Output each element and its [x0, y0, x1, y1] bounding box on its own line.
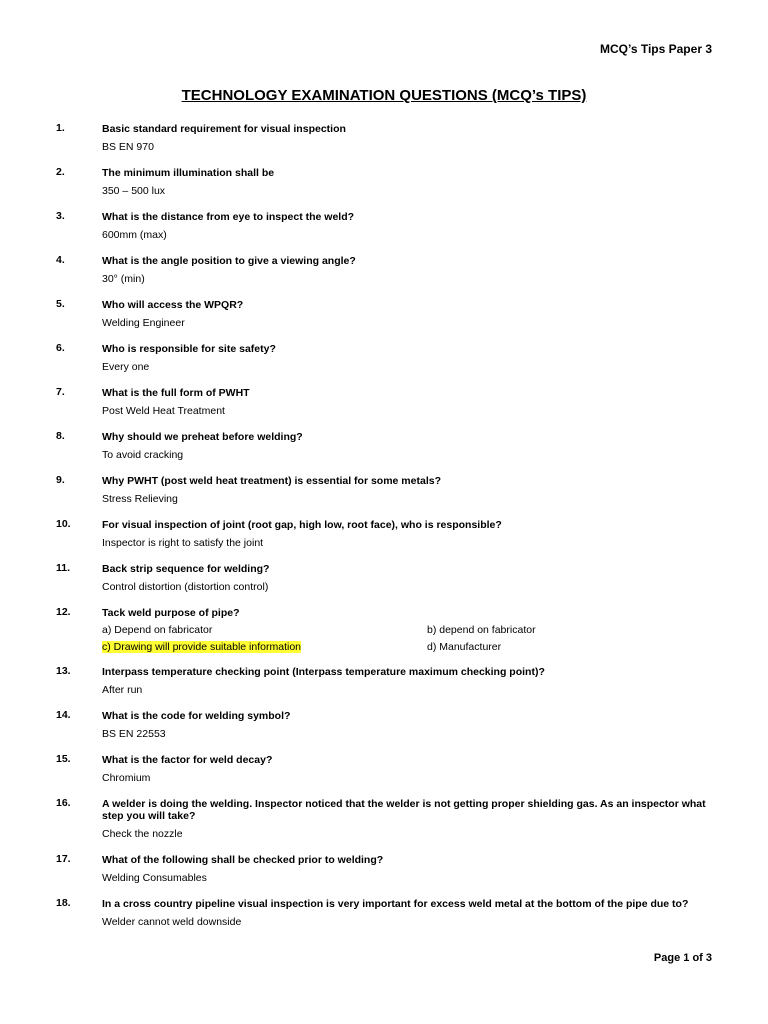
question-text: The minimum illumination shall be [102, 167, 275, 179]
question-number: 16. [56, 797, 71, 809]
question-18 [56, 897, 716, 941]
question-answer: Welding Engineer [102, 317, 185, 329]
question-number: 10. [56, 518, 71, 530]
question-answer: Control distortion (distortion control) [102, 581, 269, 593]
option-a: a) Depend on fabricator [102, 624, 213, 636]
question-16 [56, 797, 716, 853]
question-9 [56, 474, 716, 518]
page-number: Page 1 of 3 [653, 952, 712, 964]
question-text: What is the angle position to give a viewing angle? [102, 255, 356, 267]
question-answer: Check the nozzle [102, 828, 183, 840]
question-list [56, 122, 716, 941]
question-number: 14. [56, 709, 71, 721]
question-number: 7. [56, 386, 65, 398]
question-text: Who will access the WPQR? [102, 299, 244, 311]
question-number: 17. [56, 853, 71, 865]
question-text: For visual inspection of joint (root gap, high low, root face), who is responsible? [102, 519, 502, 531]
question-10 [56, 518, 716, 562]
question-text: What of the following shall be checked prior to welding? [102, 854, 384, 866]
question-text: In a cross country pipeline visual inspection is very important for excess weld metal at the bottom of the pipe due to? [102, 898, 689, 910]
question-14 [56, 709, 716, 753]
question-text: Back strip sequence for welding? [102, 563, 270, 575]
option-d: d) Manufacturer [427, 641, 502, 653]
question-answer: BS EN 970 [102, 141, 154, 153]
question-number: 9. [56, 474, 65, 486]
question-answer: BS EN 22553 [102, 728, 166, 740]
question-number: 8. [56, 430, 65, 442]
answer-options [102, 624, 716, 654]
question-number: 4. [56, 254, 65, 266]
question-number: 12. [56, 606, 71, 618]
question-1 [56, 122, 716, 166]
option-c-highlighted: c) Drawing will provide suitable information [102, 641, 301, 653]
question-text: Tack weld purpose of pipe? [102, 607, 240, 619]
document-title: TECHNOLOGY EXAMINATION QUESTIONS (MCQ’s TIPS) [181, 87, 587, 104]
question-3 [56, 210, 716, 254]
question-text: Basic standard requirement for visual inspection [102, 123, 346, 135]
question-6 [56, 342, 716, 386]
question-number: 11. [56, 562, 71, 574]
question-answer: Chromium [102, 772, 151, 784]
question-8 [56, 430, 716, 474]
question-answer: 600mm (max) [102, 229, 167, 241]
question-text: What is the factor for weld decay? [102, 754, 273, 766]
question-text: What is the distance from eye to inspect the weld? [102, 211, 355, 223]
question-answer: Every one [102, 361, 150, 373]
option-b: b) depend on fabricator [427, 624, 536, 636]
question-number: 5. [56, 298, 65, 310]
question-12 [56, 606, 716, 665]
question-text: Why PWHT (post weld heat treatment) is essential for some metals? [102, 475, 441, 487]
question-answer: 30° (min) [102, 273, 145, 285]
question-number: 18. [56, 897, 71, 909]
question-answer: Post Weld Heat Treatment [102, 405, 225, 417]
question-text: What is the full form of PWHT [102, 387, 250, 399]
question-number: 15. [56, 753, 71, 765]
question-answer: 350 – 500 lux [102, 185, 166, 197]
question-text: A welder is doing the welding. Inspector noticed that the welder is not getting proper shielding gas. As an inspector what step you will take? [102, 798, 706, 822]
question-2 [56, 166, 716, 210]
question-number: 13. [56, 665, 71, 677]
question-number: 2. [56, 166, 65, 178]
question-4 [56, 254, 716, 298]
question-answer: Welding Consumables [102, 872, 207, 884]
document-header: MCQ’s Tips Paper 3 [599, 42, 712, 56]
question-answer: Inspector is right to satisfy the joint [102, 537, 264, 549]
question-5 [56, 298, 716, 342]
question-answer: After run [102, 684, 143, 696]
question-answer: Stress Relieving [102, 493, 178, 505]
question-13 [56, 665, 716, 709]
question-17 [56, 853, 716, 897]
question-number: 3. [56, 210, 65, 222]
question-text: What is the code for welding symbol? [102, 710, 291, 722]
question-11 [56, 562, 716, 606]
question-answer: To avoid cracking [102, 449, 184, 461]
question-text: Why should we preheat before welding? [102, 431, 303, 443]
question-answer: Welder cannot weld downside [102, 916, 242, 928]
question-number: 1. [56, 122, 65, 134]
question-number: 6. [56, 342, 65, 354]
question-15 [56, 753, 716, 797]
question-text: Who is responsible for site safety? [102, 343, 276, 355]
question-text: Interpass temperature checking point (Interpass temperature maximum checking point)? [102, 666, 545, 678]
question-7 [56, 386, 716, 430]
